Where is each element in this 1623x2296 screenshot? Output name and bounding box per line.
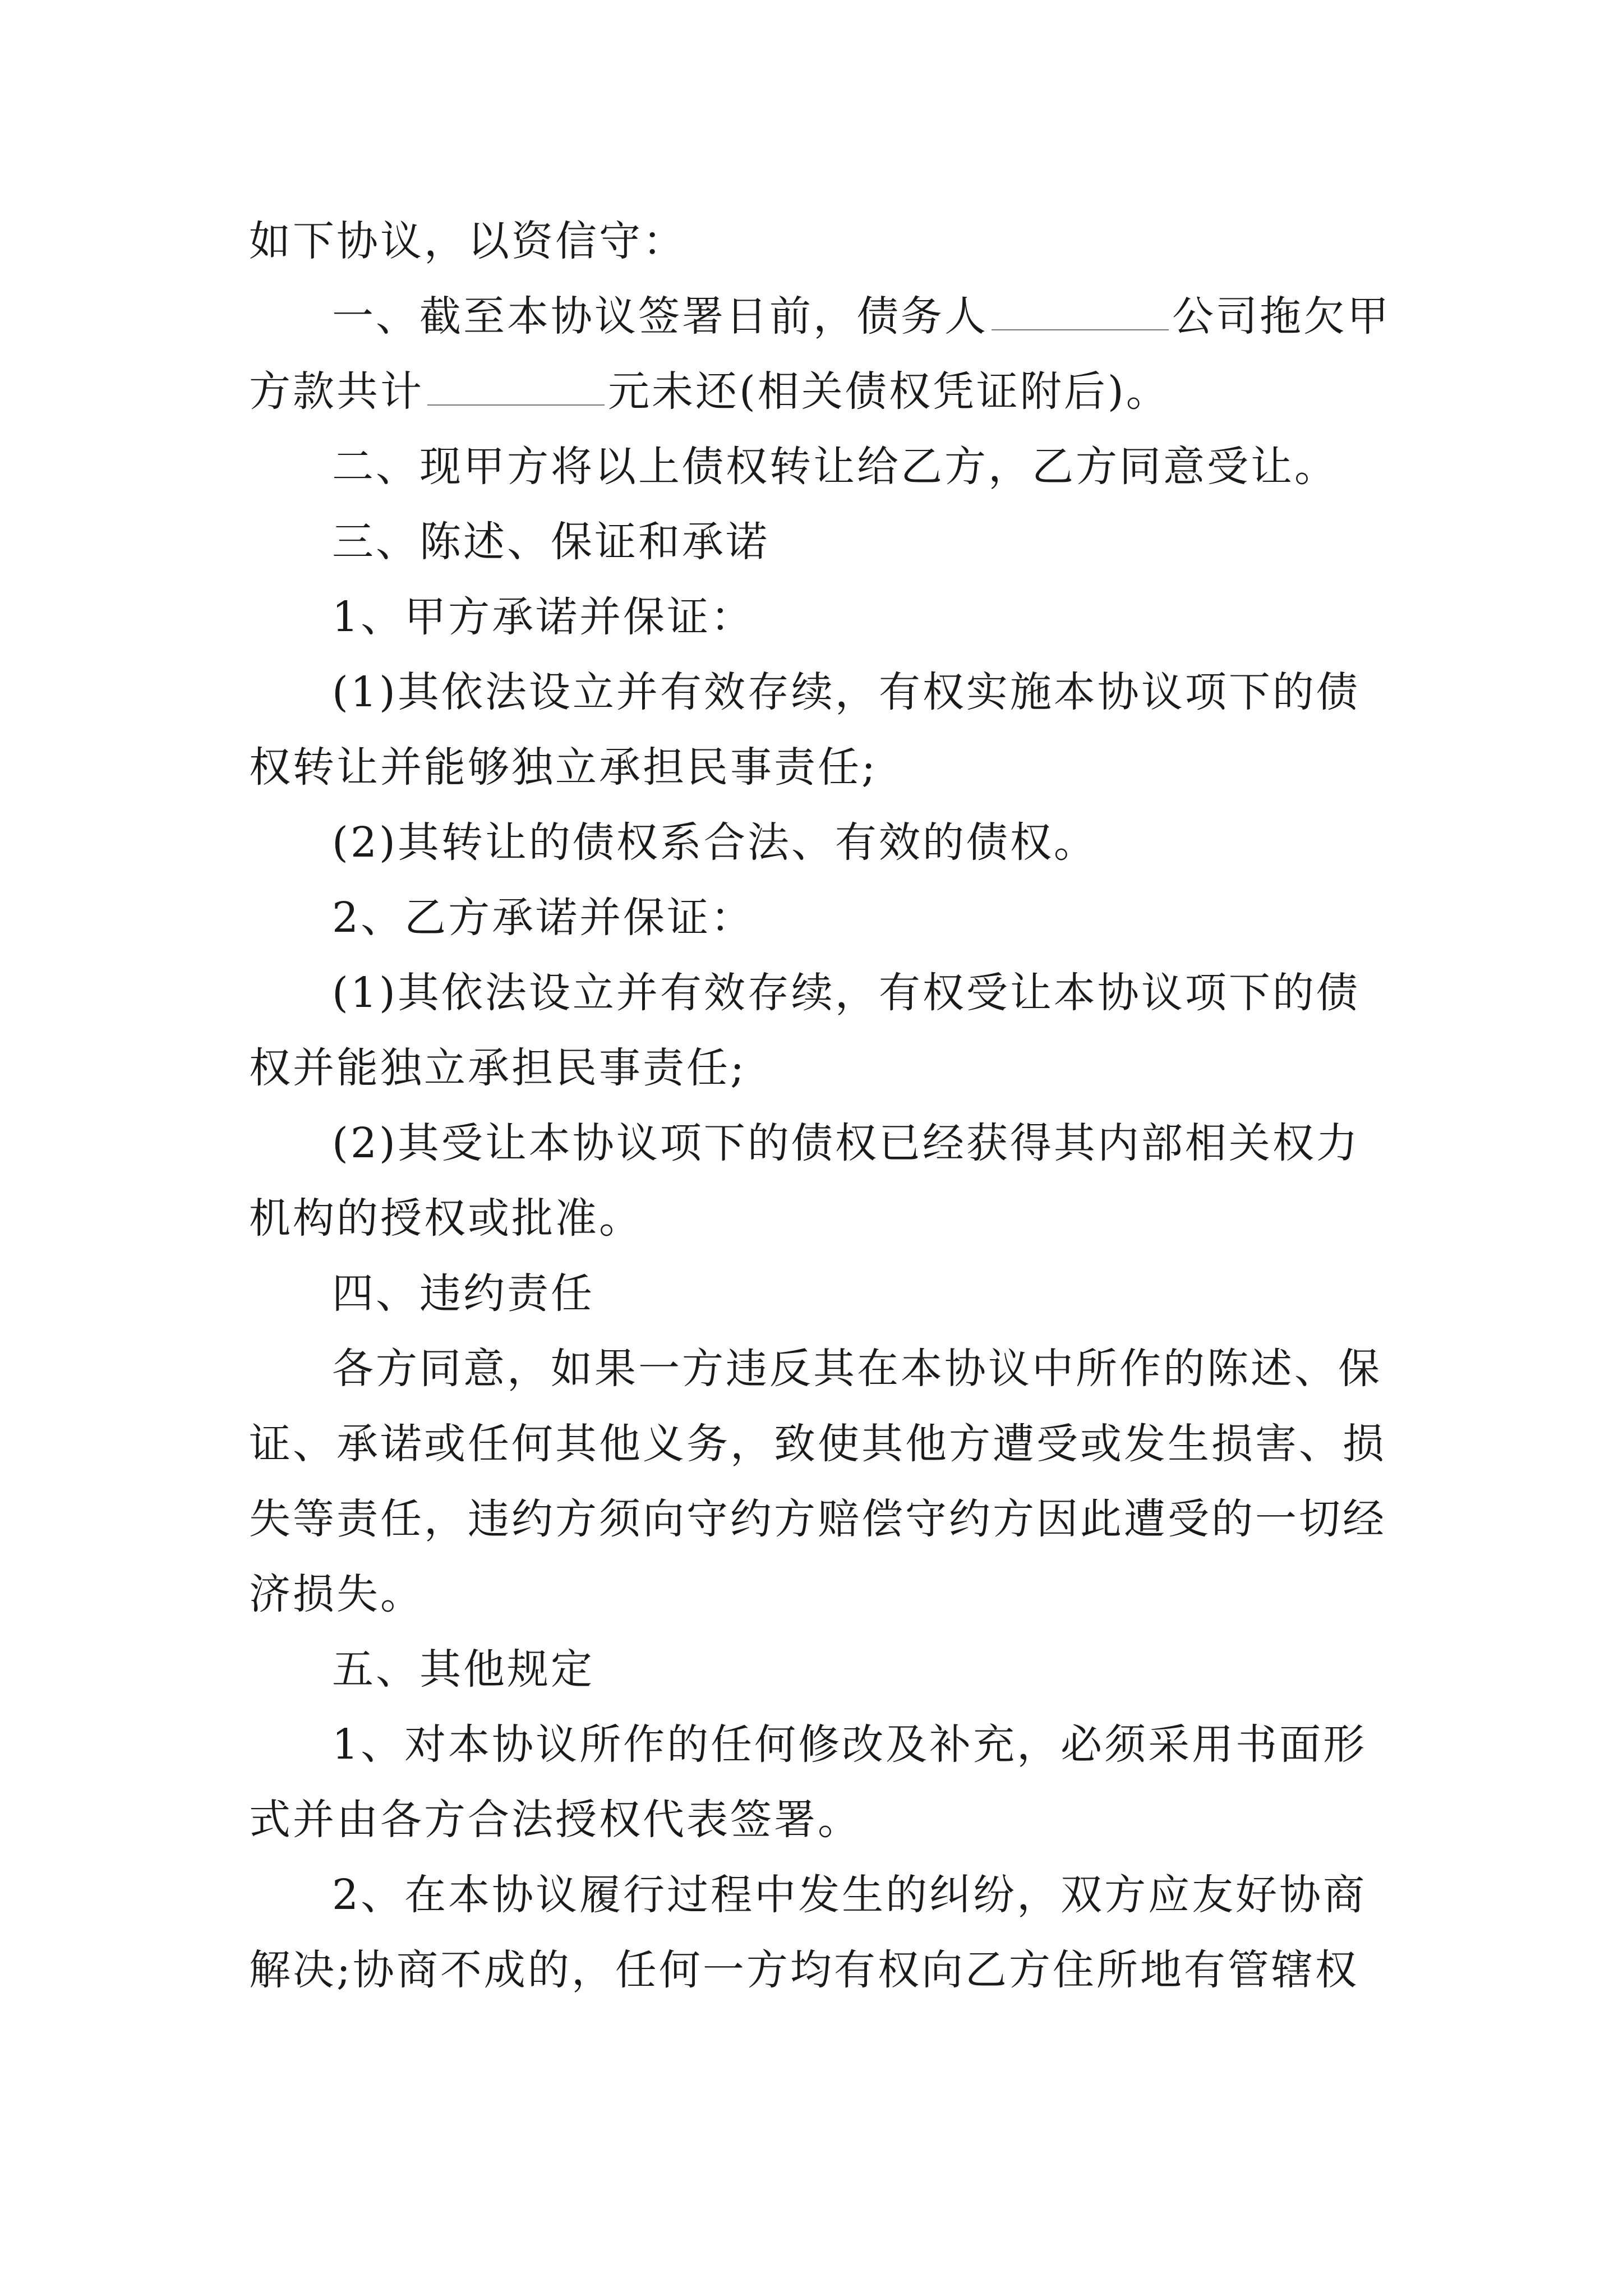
line-text: 式并由各方合法授权代表签署。 bbox=[249, 1796, 861, 1844]
line-text: 方款共计 bbox=[249, 367, 424, 416]
text-line bbox=[332, 812, 1476, 873]
text-line bbox=[332, 1714, 1476, 1775]
section-heading bbox=[332, 1639, 1476, 1700]
line-text: 1、甲方承诺并保证： bbox=[332, 593, 755, 641]
text-line bbox=[332, 436, 1476, 498]
fill-in-blank-amount[interactable] bbox=[427, 371, 605, 406]
line-text: 如下协议，以资信守： bbox=[249, 217, 686, 265]
text-line bbox=[249, 1413, 1393, 1475]
line-text: 各方同意，如果一方违反其在本协议中所作的陈述、保 bbox=[332, 1345, 1382, 1393]
line-text: 二、现甲方将以上债权转让给乙方，乙方同意受让。 bbox=[332, 443, 1338, 491]
text-line bbox=[249, 1188, 1393, 1249]
text-line bbox=[332, 1338, 1476, 1400]
text-line bbox=[249, 361, 1393, 422]
line-text: 权并能独立承担民事责任; bbox=[249, 1044, 746, 1092]
text-line bbox=[332, 962, 1476, 1024]
line-text: 五、其他规定 bbox=[332, 1645, 594, 1694]
line-text: (2)其转让的债权系合法、有效的债权。 bbox=[332, 818, 1098, 867]
line-text: (2)其受让本协议项下的债权已经获得其内部相关权力 bbox=[332, 1119, 1360, 1167]
text-line bbox=[249, 1563, 1393, 1625]
line-text: 济损失。 bbox=[249, 1570, 424, 1618]
line-text: 四、违约责任 bbox=[332, 1269, 594, 1318]
line-text: (1)其依法设立并有效存续，有权实施本协议项下的债 bbox=[332, 668, 1360, 716]
fill-in-blank-debtor[interactable] bbox=[992, 296, 1169, 330]
line-text: 2、在本协议履行过程中发生的纠纷，双方应友好协商 bbox=[332, 1871, 1367, 1919]
line-text: 解决;协商不成的，任何一方均有权向乙方住所地有管辖权 bbox=[249, 1946, 1359, 1994]
section-heading bbox=[332, 1263, 1476, 1324]
line-text: 公司拖欠甲 bbox=[1172, 292, 1391, 341]
line-text: 三、陈述、保证和承诺 bbox=[332, 518, 769, 566]
line-text: (1)其依法设立并有效存续，有权受让本协议项下的债 bbox=[332, 969, 1360, 1017]
line-text: 元未还(相关债权凭证附后)。 bbox=[608, 367, 1170, 416]
text-line bbox=[249, 737, 1393, 798]
text-line bbox=[249, 1789, 1393, 1851]
text-line bbox=[332, 661, 1476, 723]
line-text: 1、对本协议所作的任何修改及补充，必须采用书面形 bbox=[332, 1720, 1367, 1769]
text-line bbox=[249, 1939, 1393, 2001]
section-heading bbox=[332, 511, 1476, 573]
text-line bbox=[332, 1864, 1476, 1926]
line-text: 证、承诺或任何其他义务，致使其他方遭受或发生损害、损 bbox=[249, 1420, 1386, 1468]
text-line bbox=[249, 1037, 1393, 1099]
line-text: 2、乙方承诺并保证： bbox=[332, 894, 755, 942]
line-text: 机构的授权或批准。 bbox=[249, 1194, 643, 1243]
text-line bbox=[332, 586, 1476, 648]
text-line bbox=[332, 1112, 1476, 1174]
text-line bbox=[249, 1488, 1393, 1550]
text-line bbox=[332, 887, 1476, 949]
line-text: 失等责任，违约方须向守约方赔偿守约方因此遭受的一切经 bbox=[249, 1495, 1386, 1543]
line-text: 一、截至本协议签署日前，债务人 bbox=[332, 292, 988, 341]
line-text: 权转让并能够独立承担民事责任; bbox=[249, 743, 878, 792]
text-line bbox=[332, 286, 1476, 347]
text-line bbox=[249, 210, 1393, 272]
